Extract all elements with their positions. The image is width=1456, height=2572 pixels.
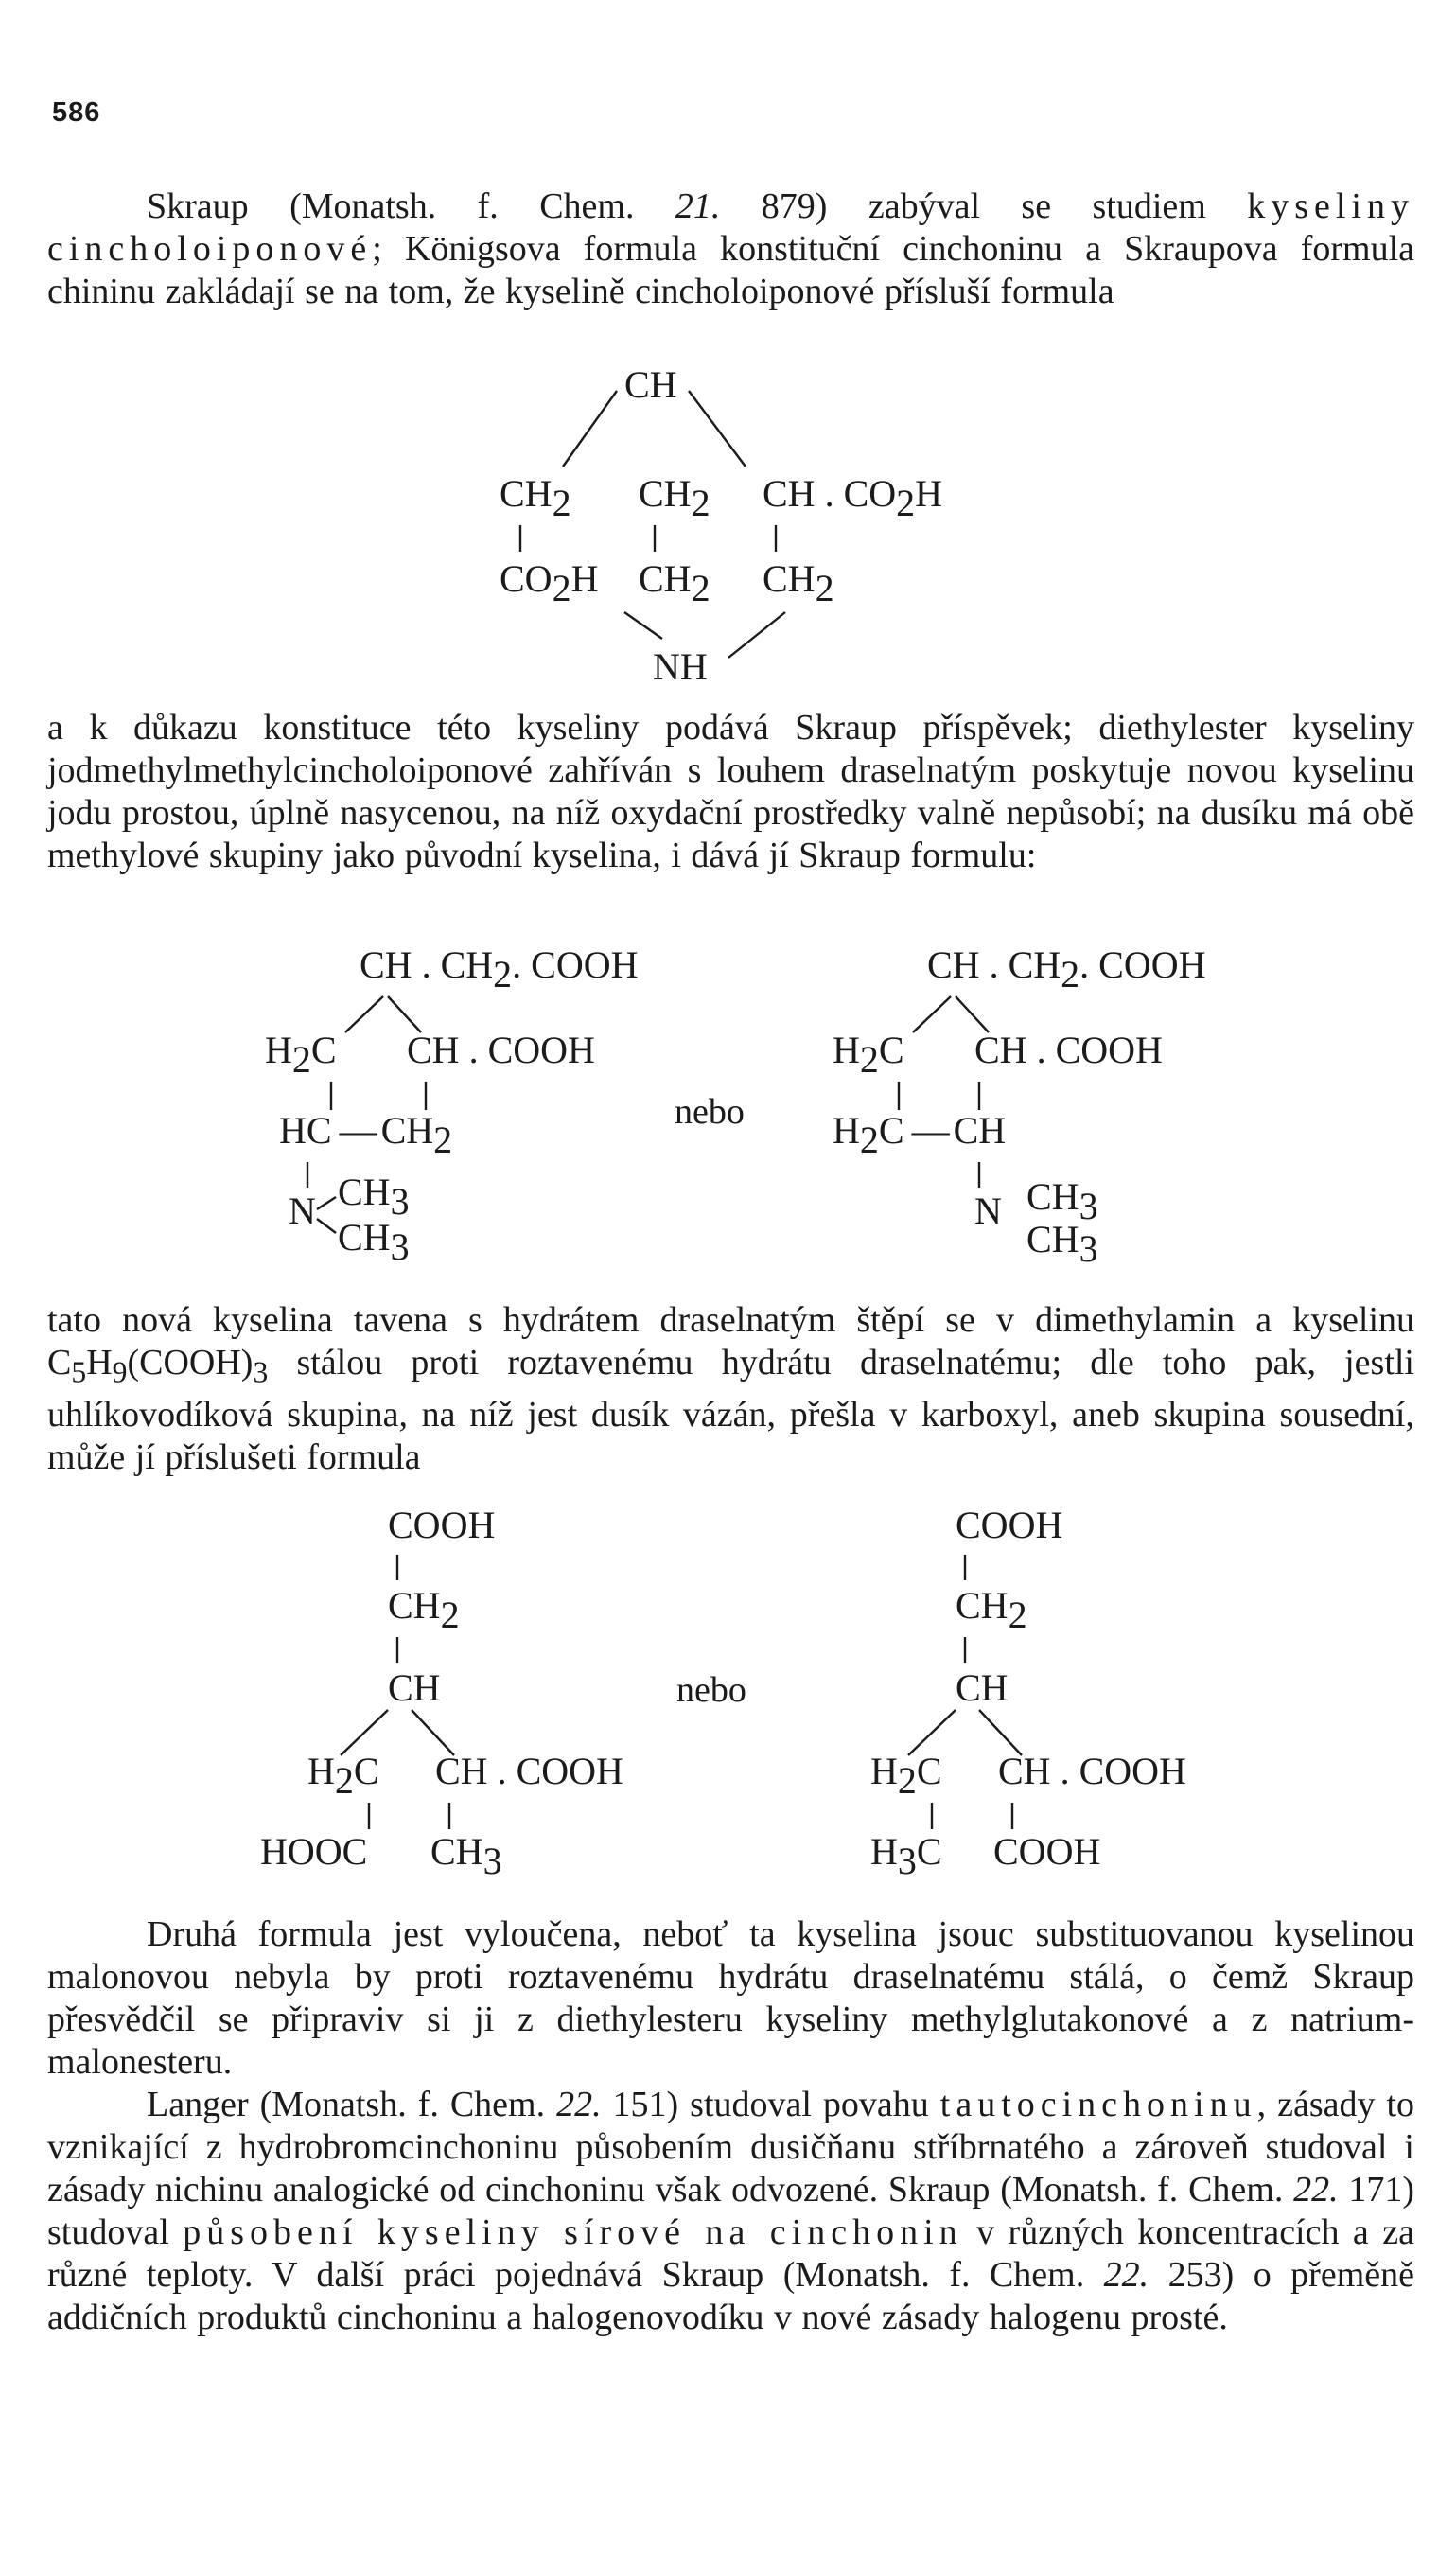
- bond: [908, 1710, 956, 1755]
- svg-text:CH . COOH: CH . COOH: [998, 1750, 1186, 1792]
- bond: [388, 996, 421, 1032]
- bond: [913, 996, 951, 1032]
- bond: [412, 1710, 454, 1755]
- svg-text:CH . COOH: CH . COOH: [974, 1029, 1163, 1071]
- svg-text:CH2: CH2: [388, 1584, 460, 1636]
- svg-text:N: N: [974, 1189, 1002, 1232]
- paragraph-4: [47, 1913, 1414, 2084]
- svg-text:CH . COOH: CH . COOH: [407, 1029, 595, 1071]
- bond: [728, 612, 785, 658]
- svg-text:CH3: CH3: [338, 1171, 410, 1223]
- paragraph-3: tato nová kyselina tavena s hydrátem draselnatým štěpí se v dimethylamin a kyselinu $C_5H_9(COOH)_3$ stálou proti roztavenému hydrátu draselnatému; dle toho pak, jestli uhlíkovodíková skupina, na níž jest dusík vázán, přešla v karboxyl, aneb skupina sousední, může jí příslušeti formula: [47, 1300, 1414, 1477]
- formula-atom: CH: [624, 363, 677, 406]
- svg-text:H2C: H2C: [307, 1750, 379, 1802]
- formula-atom: NH: [653, 645, 708, 688]
- svg-text:CH2: CH2: [639, 472, 710, 524]
- bond: [563, 391, 617, 467]
- formula-2b: [828, 940, 1263, 1271]
- bond: [317, 1219, 336, 1233]
- bond: [979, 1710, 1022, 1755]
- emphasized-term: kyseliny cincholoiponové: [47, 186, 1414, 269]
- page-number: 586: [52, 97, 101, 128]
- svg-text:H3C: H3C: [870, 1830, 942, 1882]
- svg-text:H2C: H2C: [833, 1029, 904, 1081]
- svg-text:CH . COOH: CH . COOH: [435, 1750, 623, 1792]
- svg-text:CH: CH: [956, 1666, 1009, 1709]
- text-run: Skraup (Monatsh. f. Chem.: [147, 186, 675, 226]
- svg-text:CH2: CH2: [763, 557, 834, 609]
- bond: [317, 1197, 336, 1209]
- paragraph-text: Druhá formula jest vyloučena, neboť ta kyselina jsouc substituovanou kyselinou malonovou nebyla by proti roztavenému hydrátu draselnatému stálá, o čemž Skraup přesvědčil se připraviv si ji z diethylesteru kyseliny methylglutakonové a z natrium-malonesteru.: [47, 1914, 1414, 2082]
- svg-text:N: N: [289, 1189, 316, 1232]
- paragraph-text: a k důkazu konstituce této kyseliny podává Skraup příspěvek; diethylester kyseliny jodmethylmethylcincholoiponové zahříván s louhem draselnatým poskytuje novou kyselinu jodu prostou, úplně nasycenou, na níž oxydační prostředky valně nepůsobí; na dusíku má obě methylové skupiny jako původní kyselina, i dává jí Skraup formulu:: [47, 708, 1414, 875]
- svg-text:CH . CH2. COOH: CH . CH2. COOH: [360, 943, 639, 995]
- svg-text:COOH: COOH: [993, 1830, 1101, 1873]
- svg-text:HC—CH2: HC — CH2: [279, 1109, 453, 1161]
- formula-3b: [866, 1500, 1282, 1897]
- text-run: 879) zabýval se studiem: [720, 186, 1248, 226]
- formula-3a: [255, 1500, 672, 1897]
- bond: [689, 391, 746, 467]
- svg-text:CH2: CH2: [500, 472, 571, 524]
- paragraph-1: [47, 185, 1414, 313]
- paragraph-2: [47, 707, 1414, 877]
- bond: [341, 1710, 388, 1755]
- svg-text:H2C: H2C: [265, 1029, 337, 1081]
- bond: [956, 996, 989, 1032]
- svg-text:CH: CH: [388, 1666, 441, 1709]
- nebo-label: nebo: [676, 1670, 746, 1710]
- svg-text:CH2: CH2: [639, 557, 710, 609]
- svg-text:CH3: CH3: [430, 1830, 502, 1882]
- svg-text:COOH: COOH: [956, 1504, 1063, 1546]
- svg-text:CH3: CH3: [1026, 1218, 1098, 1270]
- paragraph-5: Langer (Monatsh. f. Chem. 22. 151) studoval povahu tautocinchoninu, zásady to vznikající z hydrobromcinchoninu působením dusičňanu stříbrnatého a zároveň studoval i zásady nichinu analogické od cinchoninu však odvozené. Skraup (Monatsh. f. Chem. 22. 171) studoval působení kyseliny sírové na cinchonin v různých koncentracích a za různé teploty. V další práci pojednává Skraup (Monatsh. f. Chem. 22. 253) o přeměně addičních produktů cinchoninu a halogenovodíku v nové zásady halogenu prosté.: [47, 2085, 1415, 2337]
- svg-text:CH . CO2H: CH . CO2H: [763, 472, 943, 524]
- svg-text:H2C—CH: H2C — CH: [833, 1109, 1007, 1161]
- svg-text:CO2H: CO2H: [500, 557, 599, 609]
- svg-text:CH2: CH2: [956, 1584, 1027, 1636]
- svg-text:H2C: H2C: [870, 1750, 942, 1802]
- text-run: ; Königsova formula konstituční cinchoninu a Skraupova formula chininu zakládají se na tom, že kyselině cincholoiponové přísluší formula: [47, 229, 1414, 311]
- svg-text:HOOC: HOOC: [260, 1830, 368, 1873]
- bond: [345, 996, 383, 1032]
- svg-text:CH . CH2. COOH: CH . CH2. COOH: [927, 943, 1206, 995]
- bond: [624, 612, 662, 639]
- volume-number: 21.: [675, 186, 721, 226]
- svg-text:CH3: CH3: [1026, 1175, 1098, 1227]
- formula-cincholoiponic-acid: [473, 355, 1003, 696]
- nebo-label: nebo: [675, 1092, 745, 1132]
- svg-text:COOH: COOH: [388, 1504, 496, 1546]
- svg-text:CH3: CH3: [338, 1216, 410, 1268]
- formula-2a: [260, 940, 695, 1271]
